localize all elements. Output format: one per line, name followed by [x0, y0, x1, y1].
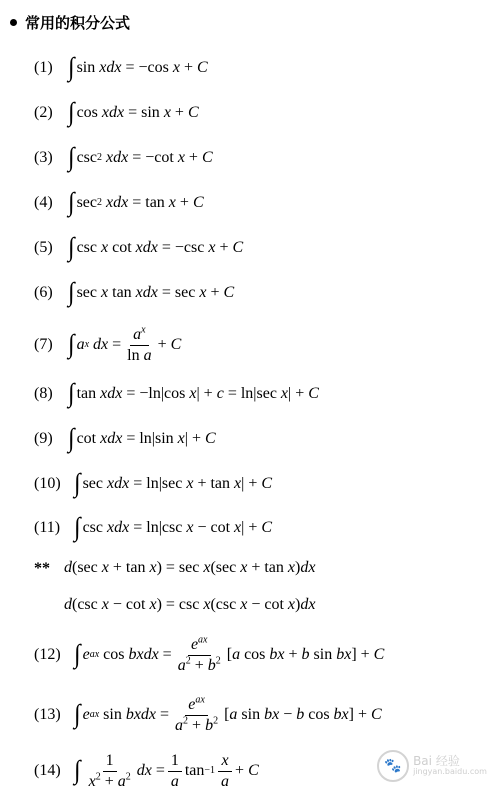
formula-2: [34, 98, 199, 128]
bullet-icon: [10, 19, 17, 26]
formula-expression: ∫ tan xdx = −ln|cos x | + c = ln|sec x | + C: [68, 379, 319, 409]
integral-icon: ∫: [68, 379, 75, 409]
heading-title: 常用的积分公式: [25, 14, 131, 32]
formula-expression: ∫ cot xdx = ln|sin x | + C: [68, 424, 216, 454]
formula-9: [34, 424, 216, 454]
watermark-sub: jingyan.baidu.com: [413, 767, 487, 777]
formula-expression: ∫ csc xdx = ln|csc x − cot x | + C: [74, 513, 273, 543]
formula-5: [34, 233, 244, 263]
baidu-jingyan-watermark: [372, 746, 492, 786]
integral-icon: ∫: [74, 513, 81, 543]
formula-number: (12): [34, 646, 61, 664]
formula-expression: ∫ e ax cos bxdx = $\frac{e^{ax}}{a^2 + b^2}$ [ a cos bx + b sin bx ] + C: [74, 634, 385, 674]
fraction: $\frac{1}{a}$: [168, 752, 182, 790]
formula-expression: ∫ sec xdx = ln|sec x + tan x | + C: [74, 469, 273, 499]
formula-14: [34, 752, 259, 790]
formula-number: (1): [34, 59, 53, 76]
formula-number: (10): [34, 475, 61, 492]
integral-icon: ∫: [74, 640, 81, 670]
formula-expression: ∫ sin xdx = −cos x + C: [68, 53, 208, 83]
integral-icon: ∫: [68, 98, 75, 128]
section-heading: [10, 12, 130, 33]
formula-expression: ∫ e ax sin bxdx = $\frac{e^{ax}}{a^2 + b^2}$ [ a sin bx − b cos bx ] + C: [74, 694, 382, 734]
formula-12: [34, 636, 384, 674]
formula-6: [34, 278, 235, 308]
formula-11: [34, 513, 273, 543]
integral-icon: ∫: [68, 188, 75, 218]
note-line-2: d (csc x − cot x ) = csc x (csc x − cot x ) dx: [64, 596, 316, 613]
formula-number: (5): [34, 239, 53, 256]
formula-expression: ∫ csc x cot xdx = −csc x + C: [68, 233, 244, 263]
integral-icon: ∫: [68, 278, 75, 308]
integral-icon: ∫: [68, 424, 75, 454]
formula-number: (6): [34, 284, 53, 301]
formula-number: (7): [34, 336, 53, 354]
formula-number: (14): [34, 762, 61, 780]
fraction: $\frac{e^{ax}}{a^2 + b^2}$: [175, 694, 219, 734]
formula-number: (8): [34, 385, 53, 402]
formula-expression: ∫ a x dx = $\frac{a^x}{\text{ln a}}$ + C: [68, 324, 182, 364]
formula-13: [34, 696, 382, 734]
formula-3: [34, 143, 213, 173]
integral-icon: ∫: [68, 330, 75, 360]
formula-number: (4): [34, 194, 53, 211]
watermark-text: Bai 经验: [413, 754, 460, 768]
formula-expression: ∫ sec 2 xdx = tan x + C: [68, 188, 204, 218]
formula-expression: ∫ cos xdx = sin x + C: [68, 98, 199, 128]
fraction: $\frac{x}{a}$: [218, 752, 232, 790]
formula-7: [34, 326, 181, 364]
formula-number: (3): [34, 149, 53, 166]
integral-icon: ∫: [68, 143, 75, 173]
integral-icon: ∫: [74, 700, 81, 730]
formula-expression: ∫ sec x tan xdx = sec x + C: [68, 278, 235, 308]
note-line-1: d (sec x + tan x ) = sec x (sec x + tan x ) dx: [64, 559, 316, 576]
integral-icon: ∫: [68, 53, 75, 83]
formula-expression: ∫ csc 2 xdx = −cot x + C: [68, 143, 213, 173]
fraction: $\frac{e^{ax}}{a^2 + b^2}$: [177, 634, 221, 674]
fraction: $\frac{a^x}{\text{ln a}}$: [127, 324, 152, 364]
formula-1: [34, 53, 208, 83]
integral-icon: ∫: [74, 469, 81, 499]
note-marker: **: [34, 560, 50, 577]
formula-10: [34, 469, 273, 499]
formula-number: (11): [34, 519, 61, 536]
paw-logo-icon: 🐾: [377, 750, 409, 782]
integral-icon: ∫: [74, 756, 81, 786]
fraction: $\frac{1}{x^2 + a^2}$: [88, 752, 131, 790]
formula-expression: ∫ $\frac{1}{x^2 + a^2}$ dx = $\frac{1}{a}$ tan −1 $\frac{x}{a}$ + C: [74, 752, 259, 790]
formula-number: (2): [34, 104, 53, 121]
formula-number: (9): [34, 430, 53, 447]
formula-number: (13): [34, 706, 61, 724]
formula-8: [34, 379, 319, 409]
formula-4: [34, 188, 204, 218]
integral-icon: ∫: [68, 233, 75, 263]
